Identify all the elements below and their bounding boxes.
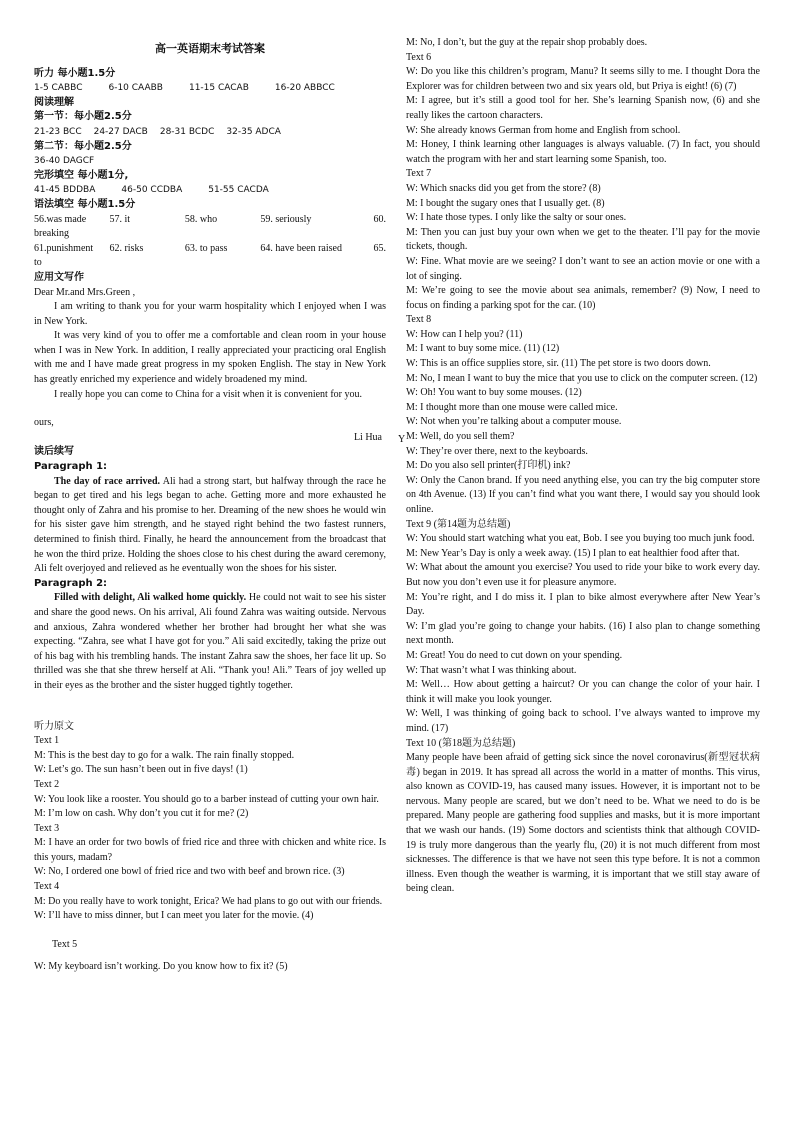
writing-header: 应用文写作 [34,271,84,283]
transcript-line: M: New Year’s Day is only a week away. (15) I plan to eat healthier food after that. [406,547,740,559]
letter-closing: ours, [34,417,54,429]
transcript-line: Text 4 [34,881,60,893]
reading-part2-answers: 36-40 DAGCF [34,156,95,167]
transcript-line: M: I thought more than one mouse were called mice. [406,401,618,413]
paragraph-1-text: Ali had a strong start, but halfway through the race he began to get tired and his legs began to ache. Getting more and more exhausted he thought only of Zahra and his promise to her. Dreaming of the new shoes he would win for his sister gave him strength, and he stayed right behind the two fastest runners, determined to finish third. Finally, he heard the announcement from the broadcast that he won the third prize. Holding the shoes close to his chest during the award ceremony, Ali felt overjoyed and relieved as he eventually won the shoes for his sister. [34,475,386,575]
transcript-line: M: Do you really have to work tonight, Erica? We had plans to go out with our friends. [34,895,383,907]
answer-group: 51-55 CACDA [208,185,269,196]
transcript-line: M: No, I mean I want to buy the mice that you use to click on the computer screen. (12) [406,372,758,384]
transcript-line: M: Well, do you sell them? [406,431,515,443]
spacer [34,924,386,938]
grammar-wrap-2: to [34,257,42,269]
reading-header: 阅读理解 [34,96,74,108]
transcript-line: M: Great! You do need to cut down on your spending. [406,649,623,661]
answer-group: 21-23 BCC [34,126,82,137]
transcript-line: W: They’re over there, next to the keyboards. [406,445,588,457]
letter-salutation: Dear Mr.and Mrs.Green , [34,286,136,298]
transcript-line: W: Fine. What movie are we seeing? I don’t want to see an action movie or one with a lot of singing. [406,255,760,282]
grammar-answer: 65. [373,242,386,254]
transcript-line: W: Which snacks did you get from the store? (8) [406,182,601,194]
transcript-line: Text 8 [406,314,432,326]
transcript-line: W: I’m glad you’re going to change your habits. (16) I also plan to change something next month. [406,620,760,647]
paragraph-1 [34,475,386,577]
transcript-line: W: My keyboard isn’t working. Do you know how to fix it? (5) [34,961,288,973]
transcript-line: M: Well… How about getting a haircut? Or you can change the color of your hair. I think it will make you look younger. [406,679,760,705]
reading-part1-answers [34,125,386,140]
transcript-line: M: You’re right, and I do miss it. I plan to bike almost everywhere after New Year’s Day. [406,591,760,618]
grammar-answer: 64. have been raised [260,242,342,254]
paragraph-2-text: He could not wait to see his sister and share the good news. On his arrival, Ali found Zahra was waiting outside. Nervous and anxious, Zahra wondered whether her brother had brought her what she was expecting. “Zahra, see what I have got for you.” Ali said excitedly, taking the prize out of his bag with his trembling hands. The instant Zahra saw the shoes, her face lit up. So thrilled was she that she threw herself at Ali. “Thank you! Ali.” Tears of joy welled up in their eyes as the brother and the sister hugged tightly together. [34,592,386,691]
transcript-line: Text 1 [34,735,60,747]
transcript-line: Text 7 [406,168,432,180]
continuation-header: 读后续写 [34,446,74,458]
transcript-line: M: I’m low on cash. Why don’t you cut it for me? (2) [34,808,249,820]
transcript-line: W: I’ll have to miss dinner, but I can meet you later for the movie. (4) [34,910,314,922]
margin-mark: Y [398,434,406,445]
left-column [34,38,386,975]
transcript-line: M: Do you also sell printer(打印机) ink? [406,460,571,472]
transcript-line: M: Then you can just buy your own when we get to the theater. I’ll pay for the movie tickets, though. [406,226,760,253]
answer-group: 24-27 DACB [93,126,148,137]
transcript-line: Text 9 (第14题为总结题) [406,518,511,530]
transcript-line: W: What about the amount you exercise? You used to ride your bike to work every day. But now you don’t even use it for pleasure anymore. [406,562,760,588]
answer-group: 11-15 CACAB [188,83,249,94]
transcript-line: W: Oh! You want to buy some mouses. (12) [406,387,582,399]
transcript-line: Text 6 [406,51,432,63]
reading-part1-header: 第一节：每小题2.5分 [34,111,132,123]
grammar-answer: 63. to pass [184,242,228,254]
transcript-line: W: That wasn’t what I was thinking about. [406,664,577,676]
transcript-line: W: Not when you’re talking about a computer mouse. [406,416,622,428]
grammar-answer: 56.was made [34,213,87,225]
right-column [406,36,760,897]
transcript-line: M: I bought the sugary ones that I usually get. (8) [406,197,605,209]
transcript-line: Text 3 [34,822,60,834]
transcript-line: Many people have been afraid of getting sick since the novel coronavirus(新型冠状病毒) began in 2019. It has spread all across the world in a matter of months. This virus, also known as COVID-19, has caused many issues. However, it is important not to be nervous. Many people are scared, but we don’t need to be. What we need to do is be prepared. Many people are gathering food supplies and masks, but it is more important that we wash our hands. (19) Some doctors and scientists think that although COVID-19 is truly more dangerous than the yearly flu, (20) it is not much different from most sicknesses. The difference is that we have not seen this type before. It is not a common illness. Even though the weather is warming, it is important that we still stay aware of being clean. [406,752,760,895]
grammar-row-1 [34,213,386,228]
transcript-left [34,734,386,924]
grammar-row-2 [34,242,386,257]
grammar-wrap-1: breaking [34,228,69,240]
letter-paragraph: I really hope you can come to China for a visit when it is convenient for you. [54,388,362,400]
paragraph-2-lead: Filled with delight, Ali walked home quickly. [54,592,247,604]
answer-group: 1-5 CABBC [34,83,83,94]
spacer [34,694,386,720]
transcript-line: W: Do you like this children’s program, Manu? It seems silly to me. I thought Dora the Explorer was for children between two and six years old, but Priya is eight! (6) (7) [406,66,760,92]
grammar-answer: 61.punishment [34,242,94,254]
transcript-line: M: We’re going to see the movie about sea animals, remember? (9) Now, I need to focus on finding a parking spot for the car. (10) [406,285,760,311]
grammar-header: 语法填空 每小题1.5分 [34,198,136,210]
transcript-line: W: I hate those types. I only like the salty or sour ones. [406,212,627,224]
text-5-label: Text 5 [52,938,78,950]
transcript-line: W: She already knows German from home and English from school. [406,124,681,136]
transcript-line: W: No, I ordered one bowl of fried rice and two with beef and brown rice. (3) [34,866,345,878]
letter-paragraph: I am writing to thank you for your warm hospitality which I enjoyed when I was in New York. [34,301,386,327]
transcript-line: W: Only the Canon brand. If you need anything else, you can try the big computer store on 4th Avenue. (13) If you can’t find what you want there, I would say you should look online. [406,474,760,515]
listening-answers [34,81,386,96]
answer-group: 41-45 BDDBA [34,185,96,196]
cloze-answers [34,183,386,198]
spacer [34,952,386,960]
spacer [34,402,386,416]
transcript-line: W: Let’s go. The sun hasn’t been out in five days! (1) [34,764,248,776]
answer-group: 6-10 CAABB [108,83,163,94]
transcript-line: W: Well, I was thinking of going back to school. I’ve always wanted to improve my mind. (17) [406,708,760,734]
answer-group: 16-20 ABBCC [274,83,335,94]
reading-part2-header: 第二节：每小题2.5分 [34,140,132,152]
transcript-line: W: You should start watching what you eat, Bob. I see you buying too much junk food. [406,533,755,545]
transcript-line: Text 10 (第18题为总结题) [406,737,516,749]
answer-group: 32-35 ADCA [226,126,281,137]
transcript-header: 听力原文 [34,720,74,732]
transcript-line: M: No, I don’t, but the guy at the repair shop probably does. [406,37,648,48]
transcript-line: M: I have an order for two bowls of fried rice and three with chicken and white rice. Is this yours, madam? [34,837,386,863]
grammar-answer: 60. [373,213,386,225]
transcript-line: M: I agree, but it’s still a good tool for her. She’s learning Spanish now, (6) and she really likes the cartoon characters. [406,95,760,121]
letter-paragraph: It was very kind of you to offer me a comfortable and clean room in your house when I was in New York. In addition, I really appreciated your practicing oral English with me and I have made great progress in my spoken English. The stay in New York has greatly enriched my experience and widely broadened my mind. [34,330,386,386]
transcript-line: W: You look like a rooster. You should go to a barber instead of cutting your own hair. [34,793,379,805]
cloze-header: 完形填空 每小题1分, [34,169,129,181]
transcript-line: W: How can I help you? (11) [406,328,523,340]
paragraph-2-label: Paragraph 2: [34,577,108,589]
paragraph-1-lead: The day of race arrived. [54,475,161,487]
paragraph-1-label: Paragraph 1: [34,461,108,473]
transcript-line: Text 2 [34,778,60,790]
letter-signature: Li Hua [353,431,382,443]
transcript-line: M: I want to buy some mice. (11) (12) [406,343,560,355]
transcript-line: M: This is the best day to go for a walk. The rain finally stopped. [34,749,295,761]
answer-group: 46-50 CCDBA [121,185,183,196]
page-title: 高一英语期末考试答案 [155,42,265,55]
grammar-answer: 58. who [184,213,218,225]
transcript-line: M: Honey, I think learning other languages is always valuable. (7) In fact, you should watch the program with her and start learning some Spanish, too. [406,139,760,165]
answer-group: 28-31 BCDC [159,126,215,137]
grammar-answer: 62. risks [109,242,144,254]
paragraph-2 [34,591,386,693]
transcript-line: W: This is an office supplies store, sir. (11) The pet store is two doors down. [406,358,711,370]
listening-header: 听力 每小题1.5分 [34,67,116,79]
grammar-answer: 57. it [109,213,130,225]
grammar-answer: 59. seriously [260,213,312,225]
